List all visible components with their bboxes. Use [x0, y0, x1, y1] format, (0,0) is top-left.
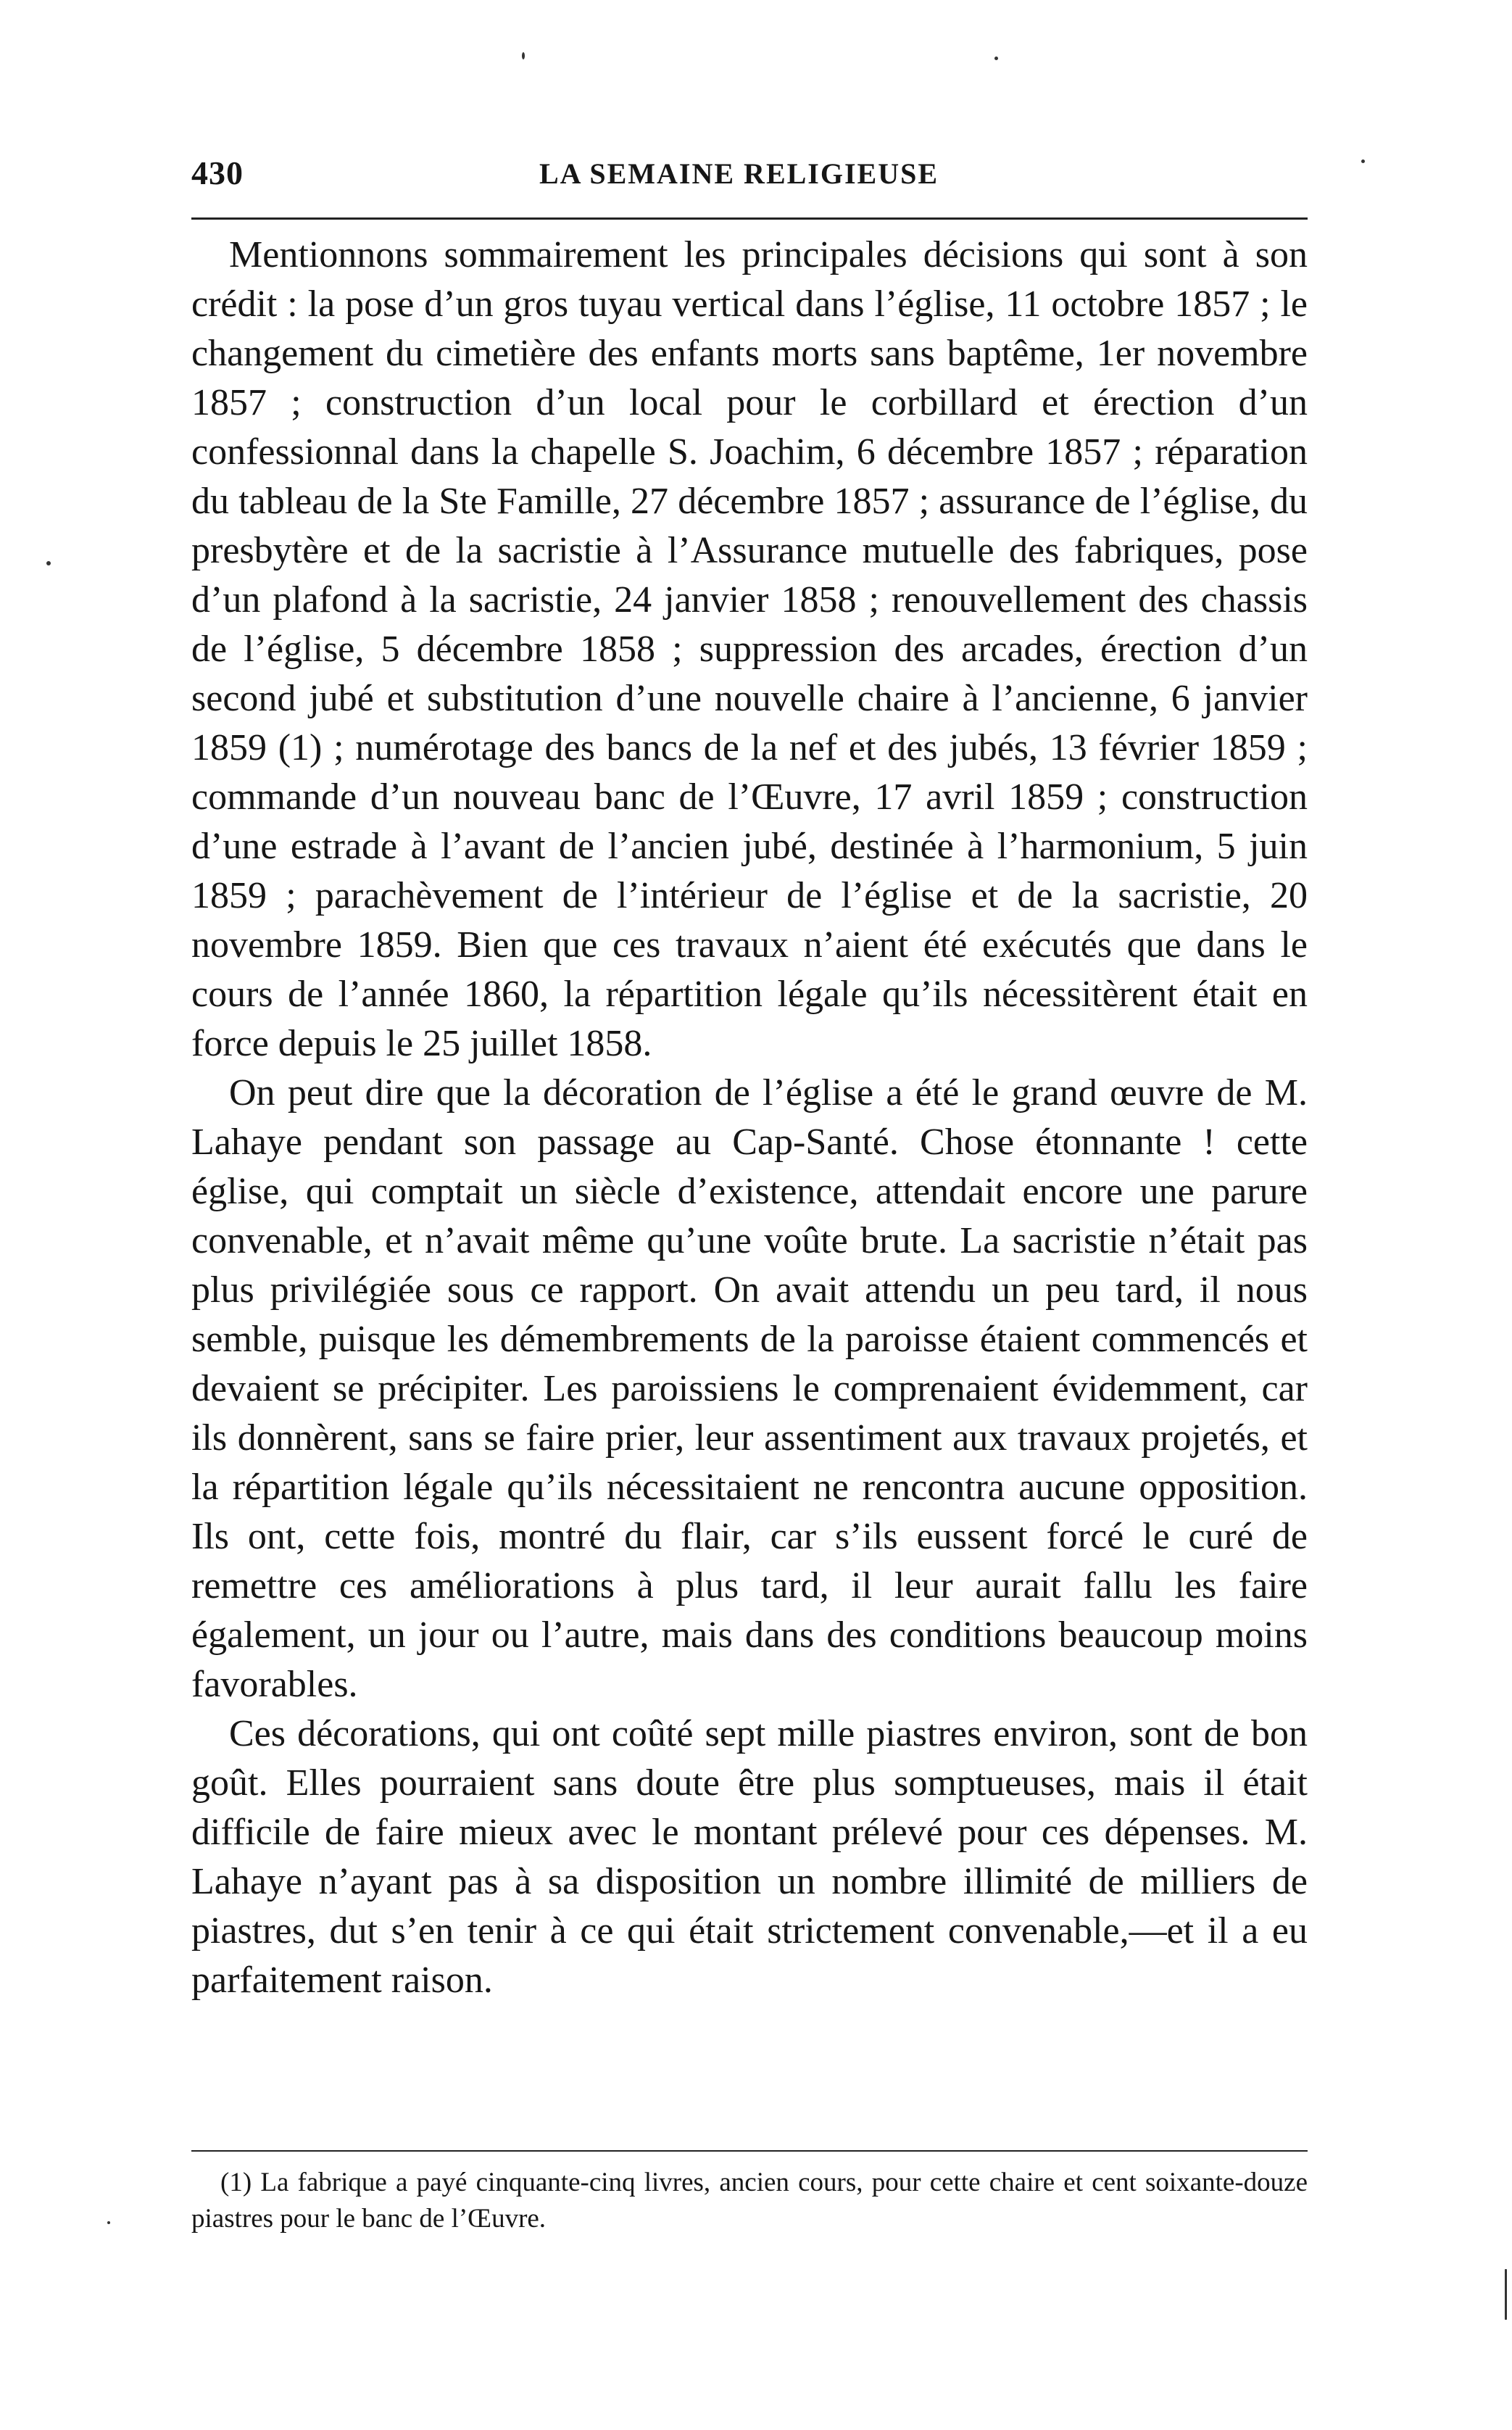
scan-speck: [1505, 2269, 1507, 2320]
paragraph: Mentionnons sommairement les principales décisions qui sont à son crédit : la pose d’un gros tuyau vertical dans l’église, 11 octobre 1857 ; le changement du cimetière des enfants morts sans baptême, 1er novembre 1857 ; construction d’un local pour le corbillard et érection d’un confessionnal dans la chapelle S. Joachim, 6 décembre 1857 ; réparation du tableau de la Ste Famille, 27 décembre 1857 ; assurance de l’église, du presbytère et de la sacristie à l’Assurance mutuelle des fabriques, pose d’un plafond à la sacristie, 24 janvier 1858 ; renouvellement des chassis de l’église, 5 décembre 1858 ; suppression des arcades, érection d’un second jubé et substitution d’une nouvelle chaire à l’ancienne, 6 janvier 1859 (1) ; numérotage des bancs de la nef et des jubés, 13 février 1859 ; commande d’un nouveau banc de l’Œuvre, 17 avril 1859 ; construction d’une estrade à l’avant de l’ancien jubé, destinée à l’harmonium, 5 juin 1859 ; parachèvement de l’intérieur de l’église et de la sacristie, 20 novembre 1859. Bien que ces travaux n’aient été exécutés que dans le cours de l’année 1860, la répartition légale qu’ils nécessitèrent était en force depuis le 25 juillet 1858.: [191, 234, 1308, 1064]
running-title: LA SEMAINE RELIGIEUSE: [539, 157, 939, 190]
scan-speck: [522, 52, 525, 59]
header-rule: [191, 217, 1308, 220]
page-header: [191, 146, 1308, 197]
footnote: (1) La fabrique a payé cinquante-cinq livres, ancien cours, pour cette chaire et cent soixante-douze piastres pour le banc de l’Œuvre.: [191, 2168, 1308, 2234]
page-number: 430: [191, 154, 244, 191]
scan-speck: [107, 2221, 110, 2224]
paragraph: On peut dire que la décoration de l’église a été le grand œuvre de M. Lahaye pendant son passage au Cap-Santé. Chose étonnante ! cette église, qui comptait un siècle d’existence, attendait encore une parure convenable, et n’avait même qu’une voûte brute. La sacristie n’était pas plus privilégiée sous ce rapport. On avait attendu un peu tard, il nous semble, puisque les démembrements de la paroisse étaient commencés et devaient se précipiter. Les paroissiens le comprenaient évidemment, car ils donnèrent, sans se faire prier, leur assentiment aux travaux projetés, et la répartition légale qu’ils nécessitaient ne rencontra aucune opposition. Ils ont, cette fois, montré du flair, car s’ils eussent forcé le curé de remettre ces améliorations à plus tard, il leur aurait fallu les faire également, un jour ou l’autre, mais dans des conditions beaucoup moins favorables.: [191, 1072, 1308, 1705]
footnote-rule: [191, 2150, 1308, 2152]
scan-speck: [46, 561, 51, 565]
paragraph: Ces décorations, qui ont coûté sept mille piastres environ, sont de bon goût. Elles pourraient sans doute être plus somptueuses, mais il était difficile de faire mieux avec le montant prélevé pour ces dépenses. M. Lahaye n’ayant pas à sa disposition un nombre illimité de milliers de piastres, dut s’en tenir à ce qui était strictement convenable,—et il a eu parfaitement raison.: [191, 1713, 1308, 2001]
body-text: [191, 231, 1308, 2005]
scan-speck: [1361, 159, 1365, 163]
scan-speck: [994, 57, 998, 60]
